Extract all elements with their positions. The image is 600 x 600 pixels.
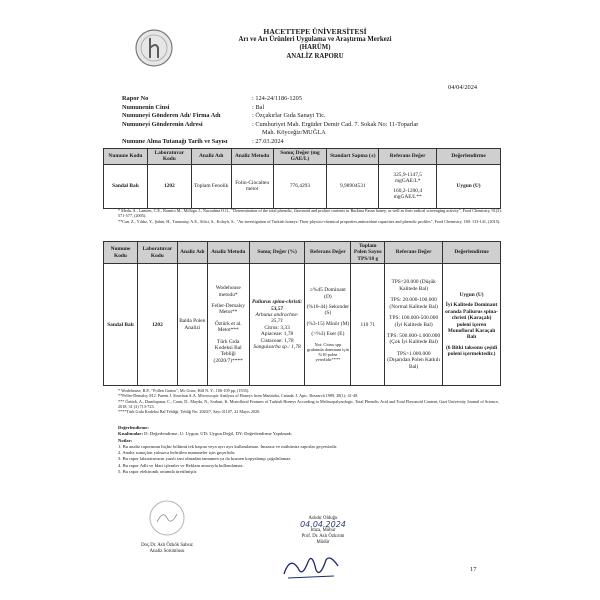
col-header: Laboratuvar Kodu: [147, 149, 191, 165]
col-header: Analiz Metodu: [207, 242, 249, 264]
analysis-cell: Toplam Fenolik: [191, 164, 231, 208]
std-cell: 9,98904531: [327, 164, 379, 208]
col-header: Numune Kodu: [104, 242, 138, 264]
col-header: Analiz Adı: [177, 242, 207, 264]
notes-title: Değerlendirme:: [118, 425, 149, 430]
note-item: 4. Bu rapor Adli ve İdari işlemler ve Reklam amacıyla kullanılamaz.: [118, 462, 244, 468]
col-header: Referans Değer: [379, 149, 437, 165]
ref-tps-cell: [385, 264, 443, 386]
ref-pct-text: (%16-44) Sekonder (S): [306, 303, 350, 317]
analyst-title: Analiz Sorumlusu: [149, 549, 185, 554]
result-text: Citrus: 3,33: [264, 324, 290, 331]
reference-text: * Wodehouse, R.P., "Pollen Grains", Mc Graw, Hill N. Y., 106-109 pp, (1935).: [118, 388, 250, 393]
ref-tps-text: TPS: 500.000-1.000.000 (Çok İyi Kalitede Bal): [387, 332, 441, 346]
info-label: Rapor No: [122, 95, 149, 102]
reference-text: * Meda, A., Lamien, C.E., Romito M., Millogo J., Nacoulma O.G., "Determination of the total phenolic, flavonoid and proline contents in Burkina Fasan honey, as well as their radical scavenging activity", Food Chemistry, 91(3): 571-577, (2005).: [118, 208, 502, 219]
seal-icon: [147, 498, 187, 538]
abbrev-label: Kısaltmalar:: [118, 431, 144, 437]
method-text: Feller-Demalsy Metot**: [211, 303, 245, 316]
reference-value: 325,9-1147,5 mgGAE/L*: [393, 172, 422, 185]
col-header: Analiz Metodu: [231, 149, 273, 165]
reference-text: **Feller-Demalsy M.J. Parent J. Strachan A.A. Microscopic Analysis of Honeys from Manitoba, Canada. J. Apic. Research 1989, 28(1): 41-49.: [118, 393, 359, 399]
director-title: Müdür: [316, 540, 330, 545]
ref-pct-text: (%3-15) Minör (M): [306, 320, 350, 327]
references-2: [118, 388, 503, 414]
notes-section: [118, 425, 508, 475]
evaluation-text: İyi Kalitede Dominant oranda Paliurus spina-christi (Karaçalı) poleni içeren Monofloral Karaçalı Balı: [445, 302, 498, 341]
info-value: : Özçakırlar Gıda Sanayi Tic.: [252, 112, 326, 120]
info-label: Numuneyi Gönderen Adı/ Firma Adı: [122, 112, 221, 120]
info-label: Numuneyi Gönderenin Adresi: [122, 120, 203, 128]
method-cell: Folin-Ciocalteu metot: [231, 164, 273, 208]
director-name: Prof. Dr. Aslı Özkırım: [301, 534, 345, 539]
col-header: Sonuç Değer (mg GAE/L): [273, 149, 327, 165]
result-text: Sanguisorba sp.: 1,78: [253, 343, 301, 350]
note-item: 1. Bu analiz raporunun hiçbir bölümü tek başına veya ayrı ayrı kullanılamaz. İmzasız ve mühürsüz raporlar geçersizdir.: [118, 443, 338, 449]
reference-text: *** Öztürk, A., Dumlupınar, C., Cantı, D., Mayda, N., Sorkun, K. Monofloral Features of Turkish Honeys According to Melissopalynologic, Total Phenolic Acid and Total Flavonoid Content, Gazi University Journal of Science, 2018, 31 (3) 713-723.: [118, 398, 499, 409]
methods-cell: [207, 264, 249, 386]
report-title: ANALİZ RAPORU: [286, 52, 344, 60]
info-value: : Bal: [252, 103, 265, 111]
reference-value: 160,2-1200,4 mgGAE/L**: [393, 187, 423, 201]
col-header: Sonuç Değer (%): [249, 242, 305, 264]
notes-subtitle: Notlar:: [118, 437, 133, 443]
university-logo-icon: [134, 28, 174, 68]
pollen-table: [103, 241, 501, 386]
info-value: : 27.03.2024: [252, 137, 284, 145]
handwritten-signature-icon: [280, 548, 342, 584]
university-name: HACETTEPE ÜNİVERSİTESİ: [263, 27, 367, 36]
abbrev-text: D: Değerlendirme, U: Uygun, UD: Uygun Değil, DY: Değerlendirme Yapılmadı: [144, 431, 292, 437]
ref-tps-text: TPS>1.000.000 (Dışarıdan Polen Katkılı Bal): [387, 350, 440, 370]
center-name: Arı ve Arı Ürünleri Uygulama ve Araştırma Merkezi: [238, 36, 392, 44]
center-abbr: (HARÜM): [299, 44, 331, 52]
director-signature: [268, 516, 378, 546]
info-value-cont: Mah. Köyceğiz/MUĞLA: [262, 129, 326, 137]
result-text: Arbutus andrachne: 35,71: [255, 311, 299, 325]
info-label: Numunenin Cinsi: [122, 103, 170, 111]
analyst-name: Doç.Dr. Aslı Özkök Sabsız: [141, 543, 193, 548]
table-row: [104, 264, 501, 386]
sign-seal-text: İmza, Mühür: [310, 528, 336, 533]
evaluation-cell: Uygun (U): [437, 164, 501, 208]
ref-pct-note: Not: Citrus spp grubunda dominant için %10 polen yeterlidir****: [306, 341, 349, 363]
ref-pct-text: (>%3) Eser (E): [311, 331, 345, 338]
info-value: : 124-24/1186-1205: [252, 95, 302, 102]
analysis-cell: Balda Polen Analizi: [177, 264, 207, 386]
report-header: [200, 28, 430, 61]
col-header: Standart Sapma (±): [327, 149, 379, 165]
ref-pct-text: ≥%45 Dominant (D): [310, 287, 346, 300]
col-header: Değerlendirme: [443, 242, 501, 264]
tps-cell: 110 71: [351, 264, 385, 386]
evaluation-cell: [443, 264, 501, 386]
reference-cell: [379, 164, 437, 208]
table-header-row: [104, 242, 501, 264]
report-date: 04/04/2024: [448, 84, 478, 91]
col-header: Referans Değer: [385, 242, 443, 264]
analyst-signature: [132, 498, 202, 555]
info-label: Numune Alma Tutanağı Tarih ve Sayısı: [122, 137, 228, 145]
table-header-row: [104, 149, 501, 165]
method-text: Öztürk et al. Metot***: [214, 320, 242, 334]
col-header: Analiz Adı: [191, 149, 231, 165]
result-text: Apiaceae: 1,78: [260, 331, 294, 338]
result-cell: 776,4293: [273, 164, 327, 208]
sample-cell: Sandal Balı: [104, 164, 148, 208]
evaluation-text: (6 Bitki taksonu çeşidi poleni içermektedir.): [446, 344, 498, 358]
result-text: Cistaceae: 1,78: [260, 337, 294, 344]
col-header: Laboratuvar Kodu: [137, 242, 177, 264]
result-text: Paliurus spina-christi: 53,57: [251, 299, 303, 312]
col-header: Numune Kodu: [104, 149, 148, 165]
ref-tps-text: TPS: 20.000-100.000 (Normal Kalitede Bal): [389, 297, 438, 310]
method-text: Türk Gıda Kodeksi Bal Tebliği (2020/7)****: [213, 338, 243, 364]
handwritten-date: 04.04.2024: [300, 520, 346, 529]
ref-pct-cell: [305, 264, 351, 386]
reference-text: **Can, Z., Yıldız, Y., Şahin, H., Turumtay, A.E., Silici, S., Kolaylı, S., "An investigation of Turkish honeys: Their physico-chemical properties,antioxidant capacities and phenolic profiles", Food Chemistry, 180: 133-141, (2015).: [118, 218, 501, 224]
col-header: Referans Değer: [305, 242, 351, 264]
evaluation-text: Uygun (U): [459, 291, 484, 298]
results-cell: [249, 264, 305, 386]
col-header: Değerlendirme: [437, 149, 501, 165]
note-item: 5. Bu rapor elektronik ortamda üretilmiştir.: [118, 469, 198, 475]
table-row: [104, 164, 501, 208]
method-text: Wodehouse metodu*: [215, 285, 241, 298]
ref-tps-text: TPS: 100.000-500.000 (İyi Kalitede Bal): [389, 315, 439, 328]
note-item: 3. Bu rapor laboratuvarın yazılı izni olmadan tamamen ya da kısmen kopyalanıp çoğaltılamaz.: [118, 456, 292, 462]
lab-code-cell: 1202: [137, 264, 177, 386]
note-item: 2. Analiz sonuçları yalnızca belirtilen numuneler için geçerlidir.: [118, 450, 236, 456]
references-1: [118, 208, 503, 224]
col-header: Toplam Polen Sayısı TPS/10 g: [351, 242, 385, 264]
certified-text: Aslıdır Olduğu: [308, 516, 338, 521]
reference-text: ****Türk Gıda Kodeksi Bal Tebliği, Tebliğ No: 2020/7, Sayı:31107, 22 Mayıs 2020.: [118, 409, 261, 415]
phenolic-table: [103, 148, 501, 209]
page-number: 17: [470, 566, 477, 573]
lab-code-cell: 1202: [147, 164, 191, 208]
info-value: : Cumhuriyet Mah. Ergüder Demir Cad. 7. Sokak No: 11-Toparlar: [252, 120, 419, 128]
ref-tps-text: TPS<20.000 (Düşük Kalitede Bal): [391, 279, 436, 292]
sample-cell: Sandal Balı: [104, 264, 138, 386]
